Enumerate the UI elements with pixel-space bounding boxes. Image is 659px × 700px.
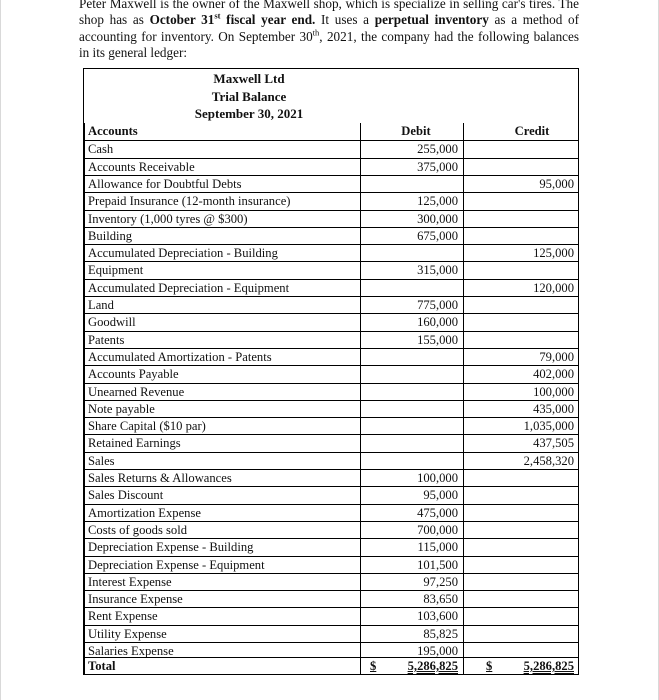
company-name: Maxwell Ltd	[213, 71, 285, 86]
debit-amount: 103,600	[417, 609, 458, 624]
table-row	[84, 331, 578, 349]
credit-amount: 402,000	[533, 367, 574, 382]
account-name: Allowance for Doubtful Debts	[88, 176, 242, 191]
table-row	[84, 538, 578, 556]
accounts-header: Accounts	[88, 124, 138, 138]
trial-balance-table	[83, 68, 579, 675]
total-credit: 5,286,825	[523, 659, 574, 673]
table-row	[84, 348, 578, 366]
account-name: Sales Returns & Allowances	[88, 471, 232, 485]
account-name: Cash	[88, 142, 114, 157]
page-frame-left	[0, 0, 1, 700]
credit-amount: 1,035,000	[523, 419, 574, 434]
debit-amount: 101,500	[417, 557, 458, 572]
table-row	[84, 210, 578, 228]
table-row	[84, 400, 578, 418]
table-row	[84, 556, 578, 574]
table-row	[84, 140, 578, 158]
account-name: Interest Expense	[88, 574, 172, 589]
account-name: Retained Earnings	[88, 436, 181, 451]
total-debit: 5,286,825	[407, 659, 458, 673]
debit-amount: 700,000	[417, 522, 458, 537]
account-name: Rent Expense	[88, 609, 158, 624]
table-row	[84, 244, 578, 262]
debit-amount: 300,000	[417, 211, 458, 226]
table-row	[84, 452, 578, 470]
account-name: Note payable	[88, 401, 155, 416]
debit-amount: 100,000	[417, 471, 458, 485]
debit-amount: 775,000	[417, 298, 458, 312]
debit-amount: 83,650	[423, 592, 458, 607]
table-row	[84, 227, 578, 245]
column-header-row	[84, 123, 578, 140]
account-name: Building	[88, 228, 133, 243]
account-name: Accumulated Depreciation - Building	[88, 246, 278, 261]
account-name: Accumulated Amortization - Patents	[88, 349, 272, 364]
debit-amount: 675,000	[417, 228, 458, 243]
credit-amount: 100,000	[533, 384, 574, 399]
account-name: Land	[88, 298, 114, 312]
table-row	[84, 607, 578, 625]
table-row	[84, 590, 578, 608]
debit-amount: 95,000	[423, 488, 458, 503]
table-row	[84, 469, 578, 487]
debit-header: Debit	[401, 124, 431, 138]
account-name: Sales Discount	[88, 488, 164, 503]
debit-amount: 97,250	[423, 574, 458, 589]
debit-amount: 375,000	[417, 159, 458, 174]
table-row	[84, 192, 578, 210]
credit-header: Credit	[514, 124, 550, 138]
table-row	[84, 313, 578, 331]
statement-title: Trial Balance	[211, 89, 287, 104]
table-row	[84, 486, 578, 504]
table-row	[84, 625, 578, 643]
debit-amount: 315,000	[417, 263, 458, 278]
account-name: Inventory (1,000 tyres @ $300)	[88, 211, 248, 226]
credit-amount: 120,000	[533, 280, 574, 295]
total-label: Total	[88, 659, 116, 673]
table-row	[84, 158, 578, 176]
credit-amount: 125,000	[533, 246, 574, 261]
account-name: Share Capital ($10 par)	[88, 419, 206, 434]
table-row	[84, 521, 578, 539]
account-name: Depreciation Expense - Equipment	[88, 557, 265, 572]
debit-amount: 160,000	[417, 315, 458, 330]
account-name: Prepaid Insurance (12-month insurance)	[88, 194, 291, 209]
table-row	[84, 279, 578, 297]
account-name: Accumulated Depreciation - Equipment	[88, 280, 290, 295]
debit-amount: 85,825	[423, 626, 458, 641]
account-name: Amortization Expense	[88, 505, 201, 520]
debit-amount: 475,000	[417, 505, 458, 520]
account-name: Unearned Revenue	[88, 384, 185, 399]
account-name: Depreciation Expense - Building	[88, 540, 254, 555]
account-name: Accounts Receivable	[88, 159, 195, 174]
credit-amount: 79,000	[539, 349, 574, 364]
account-name: Salaries Expense	[88, 644, 174, 658]
credit-amount: 2,458,320	[523, 453, 574, 468]
credit-currency-sign: $	[486, 659, 493, 673]
account-name: Goodwill	[88, 315, 136, 330]
table-row	[84, 296, 578, 314]
account-name: Insurance Expense	[88, 592, 183, 607]
account-name: Accounts Payable	[88, 367, 179, 382]
debit-currency-sign: $	[370, 659, 377, 673]
account-name: Utility Expense	[88, 626, 167, 641]
statement-date: September 30, 2021	[194, 106, 304, 121]
table-row	[84, 504, 578, 522]
credit-amount: 437,505	[533, 436, 574, 451]
table-row	[84, 175, 578, 193]
debit-amount: 125,000	[417, 194, 458, 209]
table-row	[84, 417, 578, 435]
credit-amount: 435,000	[533, 401, 574, 416]
total-row	[84, 657, 578, 675]
account-name: Sales	[88, 453, 115, 468]
table-row	[84, 261, 578, 279]
table-row	[84, 573, 578, 591]
table-row	[84, 383, 578, 401]
table-row	[84, 434, 578, 452]
debit-amount: 115,000	[417, 540, 458, 555]
table-row	[84, 365, 578, 383]
debit-amount: 195,000	[417, 644, 458, 658]
account-name: Costs of goods sold	[88, 522, 188, 537]
credit-amount: 95,000	[539, 176, 574, 191]
intro-paragraph: Peter Maxwell is the owner of the Maxwell shop, which is specialize in selling car's tires. The shop has as October 31st fiscal year end. It uses a perpetual inventory as a method of accounting for inventory. On September 30th, 2021, the company had the following balances in its general ledger:	[79, 0, 580, 60]
account-name: Equipment	[88, 263, 144, 278]
account-name: Patents	[88, 332, 125, 347]
debit-amount: 255,000	[417, 142, 458, 157]
debit-amount: 155,000	[417, 332, 458, 347]
